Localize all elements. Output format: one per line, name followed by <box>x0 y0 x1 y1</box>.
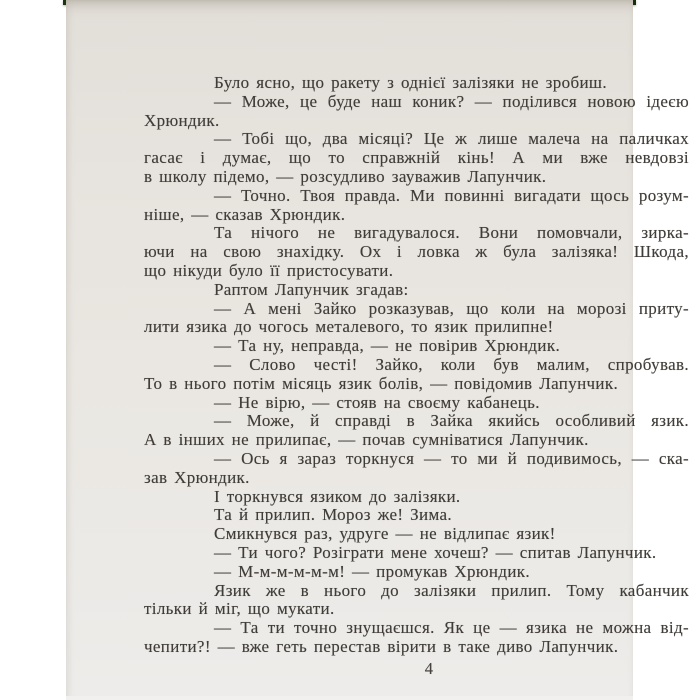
text-line: — Та ти точно знущаєшся. Як це — язика не можна від- <box>214 618 689 638</box>
book-page <box>66 0 689 700</box>
text-line: гасає і думає, що то справжній кінь! А ми вже невдовзі <box>144 148 689 168</box>
text-line: І торкнувся язиком до залізяки. <box>214 486 461 506</box>
story-text <box>144 74 689 657</box>
text-line: Та й прилип. Мороз же! Зима. <box>214 505 452 525</box>
text-line: зав Хрюндик. <box>144 467 250 487</box>
text-line: що нікуди було її пристосувати. <box>144 260 394 280</box>
text-line: Смикнувся раз, удруге — не відлипає язик! <box>214 524 556 544</box>
text-line: — А мені Зайко розказував, що коли на морозі приту- <box>214 298 689 318</box>
text-line: чепити?! — вже геть перестав вірити в таке диво Лапунчик. <box>144 636 619 656</box>
text-line: в школу підемо, — розсудливо зауважив Лапунчик. <box>144 166 547 186</box>
text-line: — Слово честі! Зайко, коли був малим, спробував. <box>214 354 689 374</box>
text-line: То в нього потім місяць язик болів, — повідомив Лапунчик. <box>144 373 619 393</box>
text-line: — Може, й справді в Зайка якийсь особливий язик. <box>214 411 689 431</box>
text-line: лити язика до чогось металевого, то язик прилипне! <box>144 317 554 337</box>
text-line: — Тобі що, два місяці? Це ж лише малеча на паличках <box>214 129 689 149</box>
text-line: — Ось я зараз торкнуся — то ми й подивимось, — ска- <box>214 448 689 468</box>
text-line: Язик же в нього до залізяки прилип. Тому кабанчик <box>214 580 689 600</box>
text-line: ючи на свою знахідку. Ох і ловка ж була залізяка! Шкода, <box>144 242 689 262</box>
page-number: 4 <box>424 659 434 678</box>
text-line: тільки й міг, що мукати. <box>144 599 335 619</box>
text-line: — Не вірю, — стояв на своєму кабанець. <box>214 392 540 412</box>
text-line: Було ясно, що ракету з однієї залізяки не зробиш. <box>214 73 607 92</box>
text-line: Та нічого не вигадувалося. Вони помовчали, зирка- <box>214 223 689 243</box>
text-line: А в інших не прилипає, — почав сумніватися Лапунчик. <box>144 430 589 450</box>
text-line: — Може, це буде наш коник? — поділився новою ідеєю <box>214 91 689 111</box>
text-line: — Ти чого? Розіграти мене хочеш? — спитав Лапунчик. <box>214 542 657 562</box>
text-line: ніше, — сказав Хрюндик. <box>144 204 346 224</box>
text-line: — Та ну, неправда, — не повірив Хрюндик. <box>214 336 561 356</box>
text-line: Хрюндик. <box>144 110 220 130</box>
text-line: — М-м-м-м-м-м! — промукав Хрюндик. <box>214 561 531 581</box>
text-line: Раптом Лапунчик згадав: <box>214 279 409 299</box>
text-line: — Точно. Твоя правда. Ми повинні вигадати щось розум- <box>214 185 689 205</box>
